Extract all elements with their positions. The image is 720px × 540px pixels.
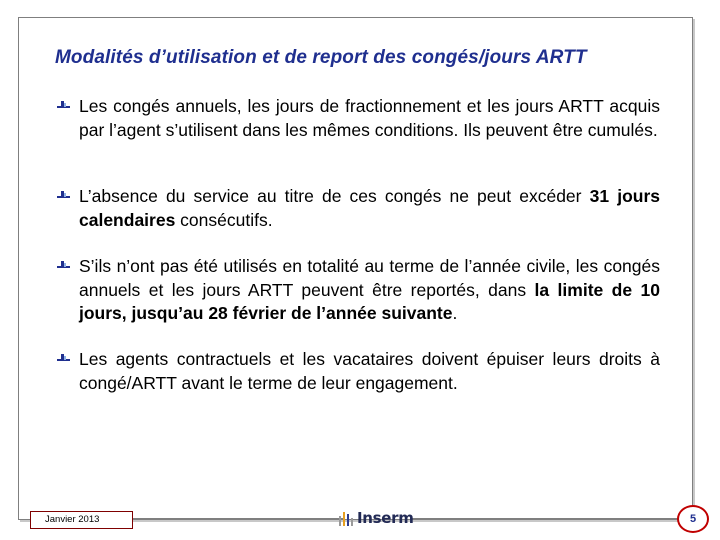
bullet-marker-icon: [57, 353, 71, 365]
bullet-item: [55, 255, 660, 326]
bullet-text: L’absence du service au titre de ces congés ne peut excéder: [79, 186, 590, 206]
bullet-text: .: [452, 303, 458, 323]
bullet-marker-icon: [57, 190, 71, 202]
inserm-logo-icon: [338, 508, 354, 528]
inserm-logo: [338, 507, 414, 529]
bullet-item: [55, 95, 660, 142]
footer-date: Janvier 2013: [30, 511, 133, 529]
bullet-marker-icon: [57, 260, 71, 272]
inserm-logo-text: Inserm: [357, 509, 414, 527]
slide-title: Modalités d’utilisation et de report des congés/jours ARTT: [55, 47, 587, 68]
bullet-text-bold: 31 jours calendaires: [79, 186, 660, 230]
bullet-text: consécutifs.: [175, 209, 273, 230]
bullet-item: [55, 348, 660, 395]
footer-divider: [133, 518, 343, 519]
footer-divider: [410, 518, 678, 519]
bullet-item: [55, 185, 660, 232]
bullet-text: Les congés annuels, les jours de fractionnement et les jours ARTT acquis par l’agent s’utilisent dans les mêmes conditions. Ils peuvent être cumulés.: [79, 96, 660, 140]
bullet-text: Les agents contractuels et les vacataires doivent épuiser leurs droits à congé/ARTT avant le terme de leur engagement.: [79, 349, 660, 393]
bullet-text: S’ils n’ont pas été utilisés en totalité au terme de l’année civile, les congés annuels et les jours ARTT peuvent être reportés, dans: [79, 256, 660, 300]
page-number: 5: [677, 505, 709, 533]
bullet-marker-icon: [57, 100, 71, 112]
bullet-text-bold: la limite de 10 jours, jusqu’au 28 février de l’année suivante: [79, 279, 660, 323]
